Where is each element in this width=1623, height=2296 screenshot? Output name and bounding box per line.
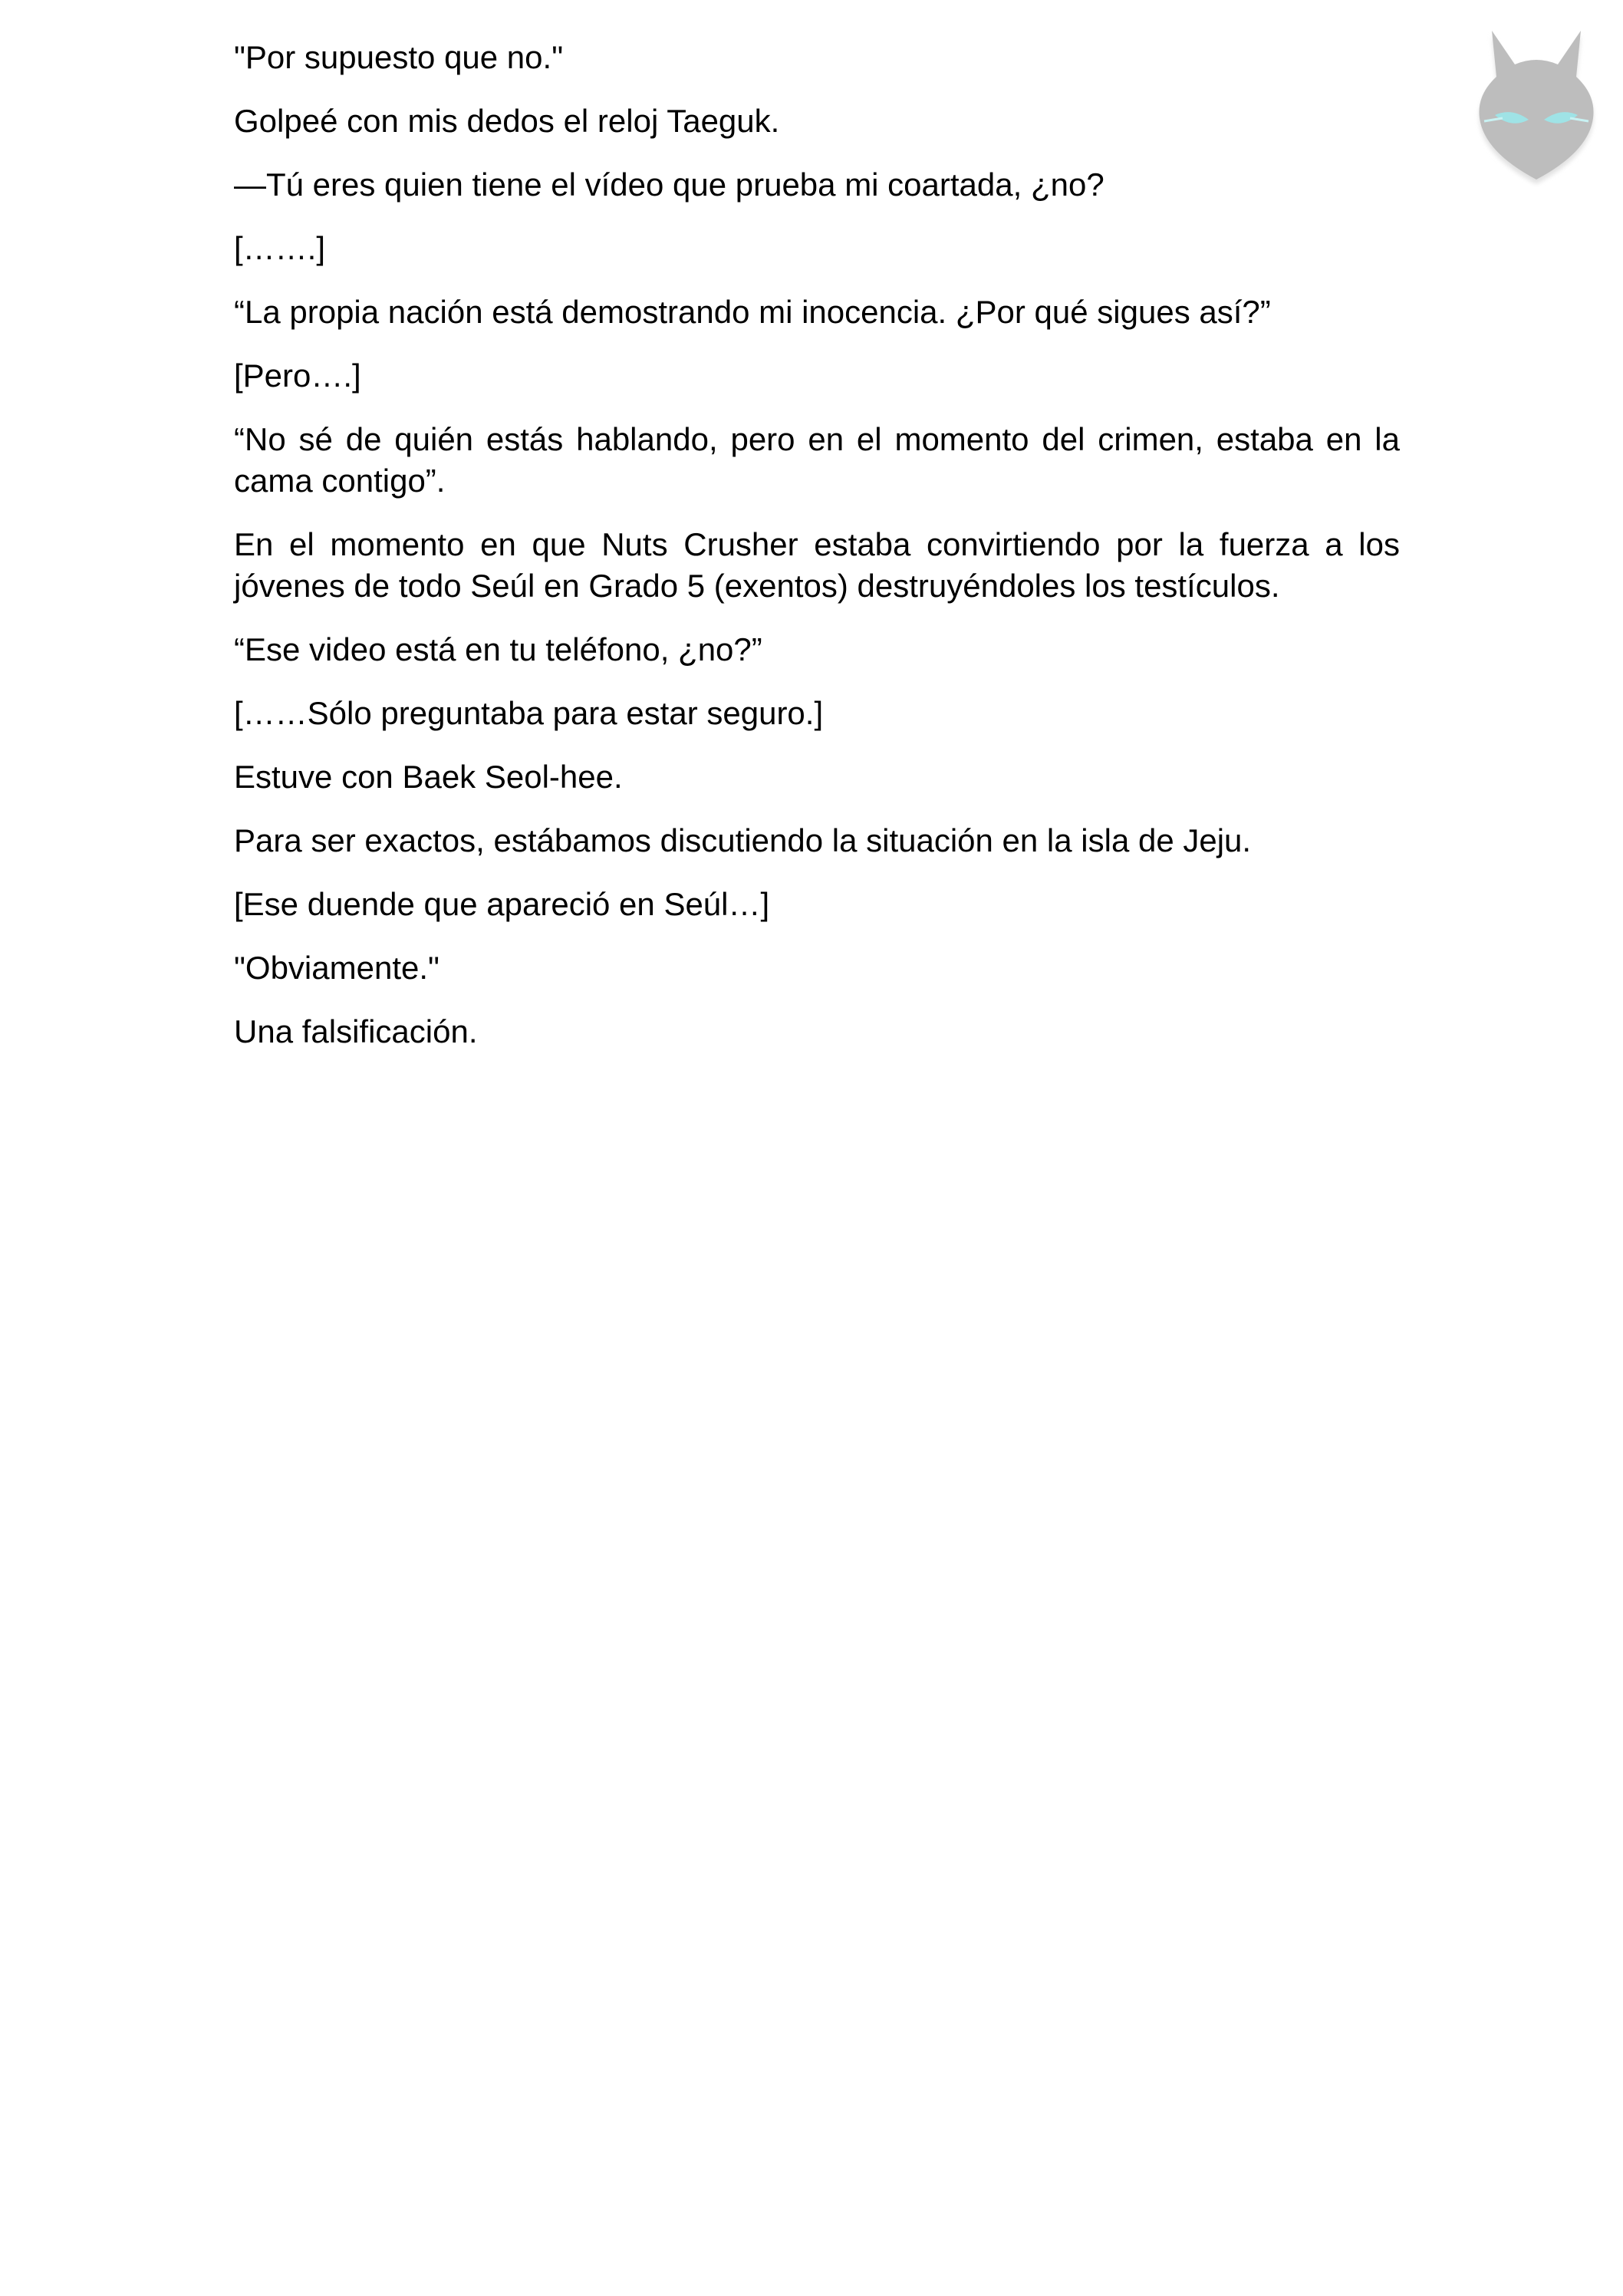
paragraph: “Ese video está en tu teléfono, ¿no?” [234, 631, 762, 667]
paragraph: Para ser exactos, estábamos discutiendo la situación en la isla de Jeju. [234, 822, 1252, 858]
paragraph: [Pero….] [234, 357, 361, 394]
paragraph: En el momento en que Nuts Crusher estaba convirtiendo por la fuerza a los jóvenes de todo Seúl en Grado 5 (exentos) destruyéndoles los testículos. [234, 526, 1400, 604]
paragraph: “No sé de quién estás hablando, pero en el momento del crimen, estaba en la cama contigo”. [234, 421, 1400, 499]
paragraph: […….] [234, 230, 326, 266]
document-body [234, 37, 1400, 1075]
paragraph: [Ese duende que apareció en Seúl…] [234, 886, 770, 922]
paragraph: —Tú eres quien tiene el vídeo que prueba mi coartada, ¿no? [234, 166, 1104, 203]
paragraph: “La propia nación está demostrando mi inocencia. ¿Por qué sigues así?” [234, 294, 1271, 330]
paragraph: Una falsificación. [234, 1013, 478, 1049]
demon-head-logo-icon [1461, 17, 1611, 187]
paragraph: "Por supuesto que no." [234, 39, 564, 75]
paragraph: Estuve con Baek Seol-hee. [234, 759, 623, 795]
paragraph: "Obviamente." [234, 950, 439, 986]
paragraph: [……Sólo preguntaba para estar seguro.] [234, 695, 824, 731]
paragraph: Golpeé con mis dedos el reloj Taeguk. [234, 103, 780, 139]
